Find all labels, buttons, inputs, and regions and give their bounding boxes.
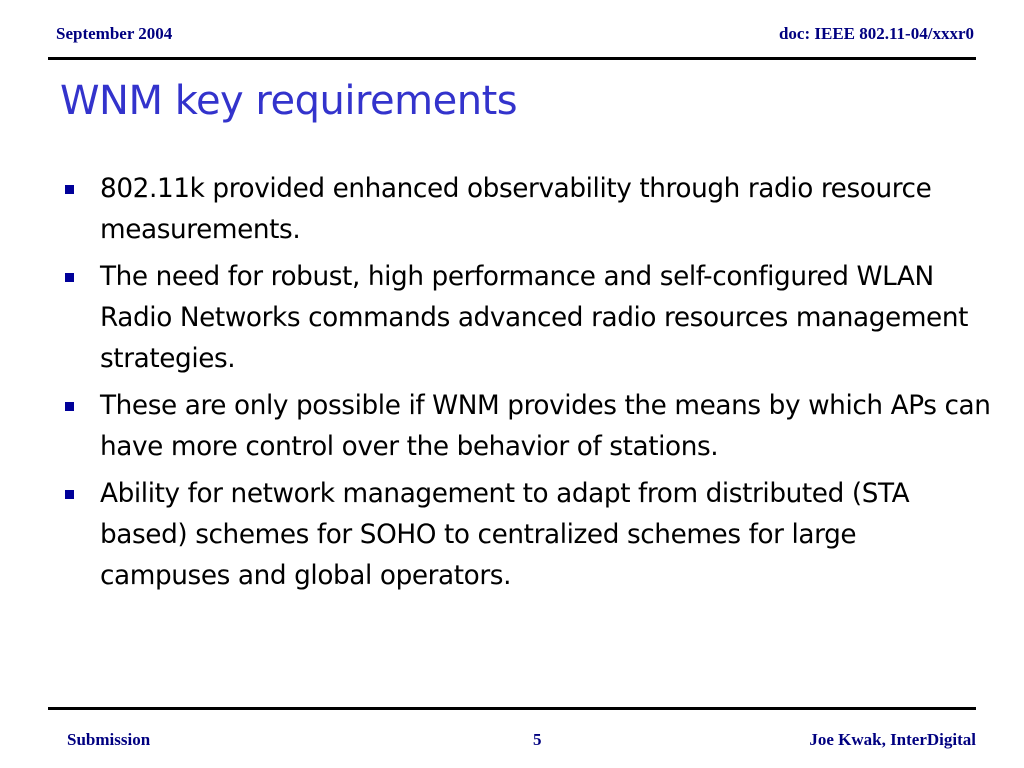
bullet-text: These are only possible if WNM provides the means by which APs can have more control over the behavior of stations. (100, 391, 991, 462)
footer-submission: Submission (67, 730, 151, 749)
bullet-text: The need for robust, high performance and self-configured WLAN Radio Networks commands advanced radio resources management strategies. (100, 262, 968, 374)
bullet-item (62, 257, 992, 380)
header-divider (48, 57, 976, 60)
header-doc-id: doc: IEEE 802.11-04/xxxr0 (778, 24, 974, 43)
slide-title: WNM key requirements (60, 78, 518, 124)
square-bullet-icon (65, 402, 74, 411)
square-bullet-icon (65, 185, 74, 194)
header-date: September 2004 (56, 24, 173, 43)
square-bullet-icon (65, 490, 74, 499)
bullet-text: 802.11k provided enhanced observability through radio resource measurements. (100, 174, 932, 245)
bullet-item (62, 169, 992, 251)
footer-divider (48, 707, 976, 710)
footer-author: Joe Kwak, InterDigital (809, 730, 976, 749)
footer-page-number: 5 (533, 730, 542, 749)
bullet-item (62, 386, 992, 468)
bullet-text: Ability for network management to adapt from distributed (STA based) schemes for SOHO to centralized schemes for large campuses and global operators. (100, 479, 910, 591)
square-bullet-icon (65, 273, 74, 282)
bullet-item (62, 474, 992, 597)
bullet-list (62, 169, 992, 603)
